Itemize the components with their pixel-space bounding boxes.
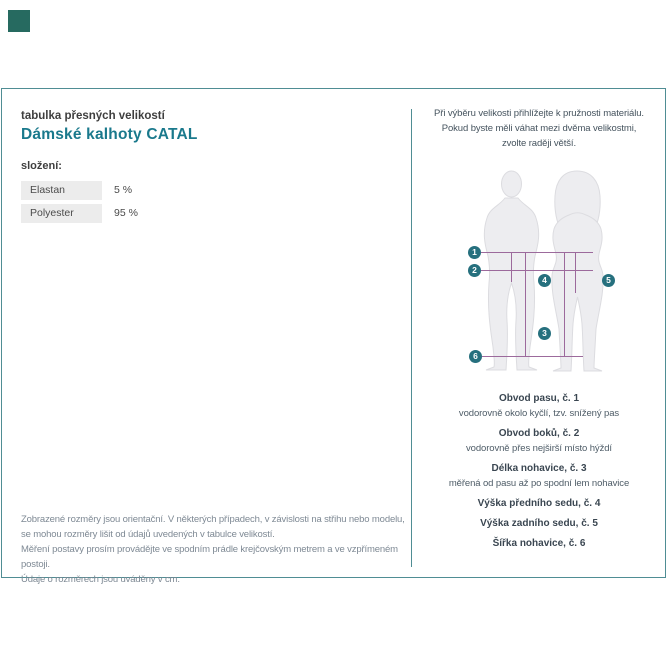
diagram-marker-6: 6: [469, 350, 482, 363]
measurement-list: [412, 392, 666, 557]
diagram-marker-3: 3: [538, 327, 551, 340]
percent-cell: 95 %: [114, 207, 138, 219]
product-title: Dámské kalhoty CATAL: [21, 126, 198, 143]
measurement-name: Výška zadního sedu, č. 5: [480, 518, 598, 529]
measurement-diagram: [440, 163, 670, 375]
measurement-name: Šířka nohavice, č. 6: [492, 538, 586, 549]
measurement-name: Výška předního sedu, č. 4: [477, 498, 601, 509]
material-cell: Polyester: [21, 204, 102, 223]
fit-advice-text: [412, 106, 666, 151]
measurement-item: [412, 497, 666, 511]
composition-heading: složení:: [21, 160, 62, 172]
brand-logo-mark: [8, 10, 30, 32]
diagram-marker-5: 5: [602, 274, 615, 287]
composition-table: [21, 181, 241, 227]
measurement-item: [412, 537, 666, 551]
measurement-name: Obvod pasu, č. 1: [498, 393, 580, 404]
measurement-item: [412, 427, 666, 456]
measurement-item: [412, 392, 666, 421]
percent-cell: 5 %: [114, 184, 133, 196]
diagram-marker-2: 2: [468, 264, 481, 277]
composition-row: [21, 181, 241, 200]
measurement-name: Obvod boků, č. 2: [498, 428, 580, 439]
measurement-item: [412, 462, 666, 491]
size-table-label: tabulka přesných velikostí: [21, 110, 165, 122]
disclaimer-line: se mohou rozměry lišit od údajů uvedených v tabulce velikostí.: [21, 529, 275, 540]
measurement-desc: měřená od pasu až po spodní lem nohavice: [448, 478, 630, 489]
measurement-name: Délka nohavice, č. 3: [491, 463, 587, 474]
fit-advice-line: Při výběru velikosti přihlížejte k pružnosti materiálu.: [434, 108, 644, 119]
measurement-desc: vodorovně přes nejširší místo hýždí: [466, 443, 612, 454]
material-cell: Elastan: [21, 181, 102, 200]
measurement-item: [412, 517, 666, 531]
disclaimer-line: Údaje o rozměrech jsou uváděny v cm.: [21, 574, 180, 585]
diagram-marker-1: 1: [468, 246, 481, 259]
disclaimer-note: [21, 512, 413, 587]
fit-advice-line: zvolte raději větší.: [501, 138, 577, 149]
measurement-desc: vodorovně okolo kyčlí, tzv. snížený pas: [458, 408, 620, 419]
diagram-marker-4: 4: [538, 274, 551, 287]
composition-row: [21, 204, 241, 223]
fit-advice-line: Pokud byste měli váhat mezi dvěma velikostmi,: [441, 123, 637, 134]
disclaimer-line: Měření postavy prosím provádějte ve spodním prádle krejčovským metrem a ve vzpřímeném postoji.: [21, 544, 398, 570]
disclaimer-line: Zobrazené rozměry jsou orientační. V některých případech, v závislosti na střihu nebo modelu,: [21, 514, 405, 525]
